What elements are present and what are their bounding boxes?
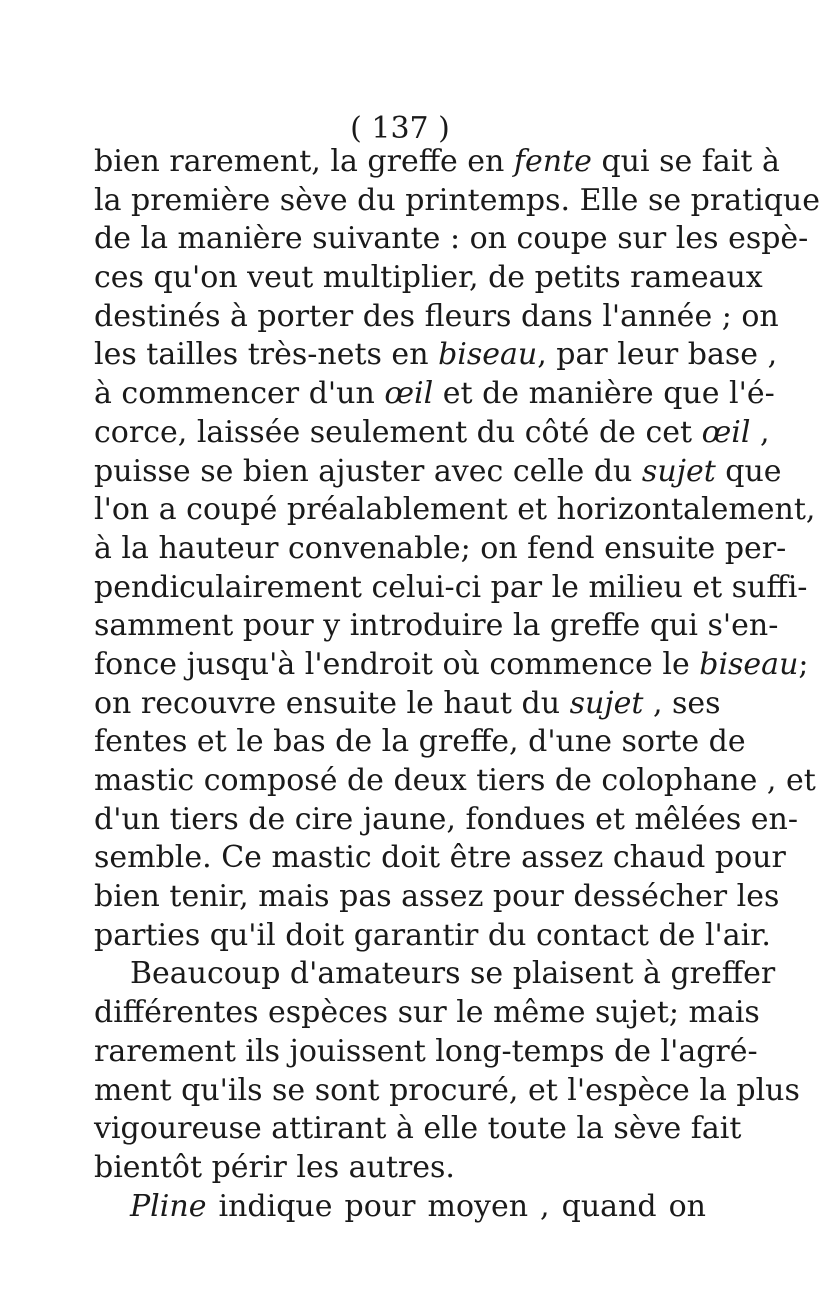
line-text: Beaucoup d'amateurs se plaisent à greffer bbox=[130, 956, 776, 992]
italic-term: biseau bbox=[438, 337, 538, 373]
text-line bbox=[94, 994, 760, 1033]
line-text: bien rarement, la greffe en bbox=[94, 144, 514, 179]
line-text-after: indique pour moyen , quand on bbox=[206, 1188, 706, 1224]
text-line bbox=[94, 839, 786, 878]
line-text: mastic composé de deux tiers de colophane , et bbox=[94, 763, 816, 798]
text-line bbox=[94, 530, 787, 569]
line-text: les tailles très-nets en bbox=[94, 337, 439, 373]
text-line bbox=[94, 569, 808, 608]
line-text: à la hauteur convenable; on fend ensuite per- bbox=[94, 530, 787, 566]
line-text: samment pour y introduire la greffe qui s'en- bbox=[94, 608, 779, 644]
body-text bbox=[94, 143, 820, 1226]
text-line bbox=[94, 801, 798, 840]
line-text: ces qu'on veut multiplier, de petits rameaux bbox=[94, 260, 763, 296]
text-line bbox=[94, 762, 816, 801]
line-text: l'on a coupé préalablement et horizontalement, bbox=[94, 492, 816, 528]
italic-term: œil bbox=[701, 414, 751, 450]
line-text: semble. Ce mastic doit être assez chaud pour bbox=[94, 840, 786, 876]
line-text: rarement ils jouissent long-temps de l'agré- bbox=[94, 1033, 758, 1069]
text-line bbox=[94, 917, 771, 956]
text-line bbox=[94, 414, 770, 453]
line-text-after: ; bbox=[798, 646, 809, 682]
line-text: bien tenir, mais pas assez pour dessécher les bbox=[94, 879, 780, 915]
text-line bbox=[94, 491, 816, 530]
text-line bbox=[94, 259, 763, 298]
line-text: puisse se bien ajuster avec celle du bbox=[94, 453, 642, 489]
line-text-after: qui se fait à bbox=[591, 144, 780, 179]
text-line bbox=[94, 143, 780, 182]
text-line bbox=[94, 298, 779, 337]
line-text: différentes espèces sur le même sujet; mais bbox=[94, 995, 760, 1031]
line-text: parties qu'il doit garantir du contact de l'air. bbox=[94, 917, 771, 953]
italic-term: sujet bbox=[641, 453, 716, 489]
line-text: de la manière suivante : on coupe sur les espè- bbox=[94, 221, 809, 257]
line-text: vigoureuse attirant à elle toute la sève fait bbox=[94, 1111, 742, 1147]
italic-term: Pline bbox=[130, 1188, 207, 1224]
text-line bbox=[94, 1188, 706, 1227]
text-line bbox=[94, 336, 778, 375]
page-number: ( 137 ) bbox=[350, 111, 450, 146]
italic-term: sujet bbox=[569, 685, 644, 721]
text-line bbox=[94, 1072, 800, 1111]
italic-term: fente bbox=[513, 144, 592, 179]
text-line bbox=[94, 878, 780, 917]
line-text: à commencer d'un bbox=[94, 376, 385, 412]
text-line bbox=[94, 723, 746, 762]
line-text: la première sève du printemps. Elle se pratique bbox=[94, 182, 820, 218]
line-text: fentes et le bas de la greffe, d'une sorte de bbox=[94, 724, 746, 760]
line-text: destinés à porter des fleurs dans l'année ; on bbox=[94, 298, 779, 334]
text-line bbox=[94, 375, 775, 414]
line-text: on recouvre ensuite le haut du bbox=[94, 685, 570, 721]
text-line bbox=[94, 955, 776, 994]
text-line bbox=[94, 453, 782, 492]
line-text-after: que bbox=[715, 453, 782, 489]
line-text: bientôt périr les autres. bbox=[94, 1149, 455, 1185]
italic-term: biseau bbox=[699, 646, 799, 682]
line-text-after: , bbox=[750, 414, 770, 450]
text-line bbox=[94, 182, 820, 221]
line-text: pendiculairement celui-ci par le milieu et suffi- bbox=[94, 569, 808, 605]
line-text: ment qu'ils se sont procuré, et l'espèce la plus bbox=[94, 1072, 800, 1108]
text-line bbox=[94, 646, 809, 685]
line-text: corce, laissée seulement du côté de cet bbox=[94, 414, 702, 450]
text-line bbox=[94, 685, 721, 724]
text-line bbox=[94, 1033, 758, 1072]
line-text-after: et de manière que l'é- bbox=[433, 376, 775, 412]
line-text: d'un tiers de cire jaune, fondues et mêlées en- bbox=[94, 801, 798, 837]
italic-term: œil bbox=[384, 376, 434, 412]
line-text-after: , ses bbox=[643, 685, 721, 721]
line-text-after: , par leur base , bbox=[537, 337, 778, 373]
text-line bbox=[94, 1110, 742, 1149]
line-text: fonce jusqu'à l'endroit où commence le bbox=[94, 646, 700, 682]
text-line bbox=[94, 607, 779, 646]
text-line bbox=[94, 220, 809, 259]
text-line bbox=[94, 1149, 706, 1188]
